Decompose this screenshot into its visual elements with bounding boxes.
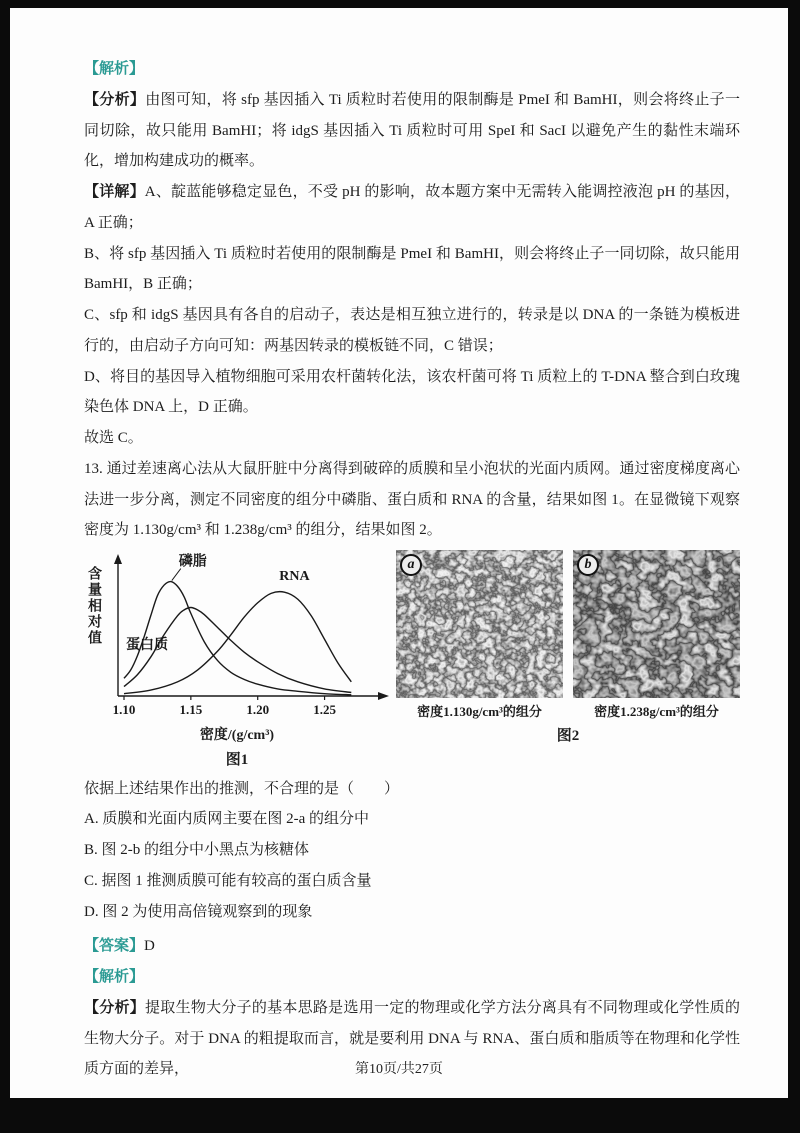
option-a-text: A. 质膜和光面内质网主要在图 2-a 的组分中	[84, 811, 369, 828]
page-content	[10, 8, 788, 1085]
micrograph-panel-b	[573, 550, 740, 698]
answer-line	[84, 931, 740, 962]
detail-paragraph-a	[84, 177, 740, 239]
svg-text:1.10: 1.10	[112, 702, 136, 717]
document-page	[10, 8, 788, 1098]
panel-b-caption: 密度1.238g/cm³的组分	[594, 704, 719, 719]
option-a	[84, 804, 740, 835]
answer-value: D	[144, 938, 155, 955]
question-13-prompt	[84, 774, 740, 805]
micrograph-image-b	[573, 550, 740, 698]
fenxi-tag-2: 【分析】	[84, 999, 146, 1016]
detail-c-text: C、sfp 和 idgS 基因具有各自的启动子，表达是相互独立进行的，转录是以 DNA 的一条链为模板进行的，由启动子方向可知：两基因转录的模板链不同，C 错误；	[84, 307, 740, 354]
option-d	[84, 897, 740, 928]
svg-text:1.25: 1.25	[313, 702, 336, 717]
answer-tag: 【答案】	[84, 938, 145, 955]
figure-row	[84, 550, 740, 772]
question-13-stem	[84, 454, 740, 546]
option-b	[84, 835, 740, 866]
conclusion-line	[84, 423, 740, 454]
detail-paragraph-c	[84, 300, 740, 362]
svg-text:1.15: 1.15	[179, 702, 203, 717]
micrograph-image-a	[396, 550, 563, 698]
conclusion-text: 故选 C。	[84, 430, 143, 446]
fenxi-tag: 【分析】	[84, 91, 146, 108]
analysis-tag-2: 【解析】	[84, 969, 145, 986]
option-c	[84, 866, 740, 897]
svg-text:磷脂: 磷脂	[178, 554, 207, 570]
fenxi-text: 由图可知，将 sfp 基因插入 Ti 质粒时若使用的限制酶是 PmeI 和 BamHI，则会将终止子一同切除，故只能用 BamHI；将 idgS 基因插入 Ti 质粒时可用 SpeI 和 SacI 以避免产生的黏性末端环化，增加构建成功的概率。	[84, 91, 740, 170]
analysis-header-1	[84, 54, 740, 85]
panel-a-letter-badge	[400, 554, 422, 576]
panel-a-letter: a	[407, 557, 415, 572]
detail-b-text: B、将 sfp 基因插入 Ti 质粒时若使用的限制酶是 PmeI 和 BamHI，则会将终止子一同切除，故只能用 BamHI，B 正确；	[84, 245, 740, 293]
micrograph-panel-a	[396, 550, 563, 698]
detail-paragraph-b	[84, 239, 740, 301]
panel-a-caption: 密度1.130g/cm³的组分	[417, 704, 542, 719]
svg-text:RNA: RNA	[279, 569, 310, 585]
svg-text:1.20: 1.20	[246, 702, 270, 717]
detail-d-text: D、将目的基因导入植物细胞可采用农杆菌转化法，该农杆菌可将 Ti 质粒上的 T-DNA 整合到白玫瑰染色体 DNA 上，D 正确。	[84, 368, 740, 416]
fenxi-text-2: 提取生物大分子的基本思路是选用一定的物理或化学方法分离具有不同物理或化学性质的生物大分子。对于 DNA 的粗提取而言，就是要利用 DNA 与 RNA、蛋白质和脂质等在物理和化学性质方面的差异，	[84, 999, 740, 1078]
analysis-tag: 【解析】	[84, 61, 145, 77]
option-d-text: D. 图 2 为使用高倍镜观察到的现象	[84, 903, 313, 920]
page-number-indicator: 第10页/共27页	[355, 1062, 443, 1077]
chart-x-axis-label: 密度/(g/cm³)	[199, 728, 275, 743]
analysis-header-2	[84, 962, 740, 993]
micrograph-panels	[396, 550, 740, 698]
xiangjie-tag: 【详解】	[84, 184, 145, 200]
option-c-text: C. 据图 1 推测质膜可能有较高的蛋白质含量	[84, 872, 372, 889]
panel-b-letter: b	[584, 557, 592, 572]
micrograph-captions	[396, 702, 740, 722]
svg-text:蛋白质: 蛋白质	[126, 637, 168, 653]
figure1-plot	[84, 550, 390, 728]
question-13-prompt-text: 依据上述结果作出的推测，不合理的是（ ）	[84, 780, 400, 797]
figure1-chart	[84, 550, 390, 772]
panel-b-letter-badge	[577, 554, 599, 576]
figure2	[396, 550, 740, 748]
question-13-text: 13. 通过差速离心法从大鼠肝脏中分离得到破碎的质膜和呈小泡状的光面内质网。通过密度梯度离心法进一步分离，测定不同密度的组分中磷脂、蛋白质和 RNA 的含量，结果如图 1。在显微镜下观察密度为 1.130g/cm³ 和 1.238g/cm³ 的组分，结果如图 2。	[84, 460, 740, 539]
detail-paragraph-d	[84, 362, 740, 424]
analysis-paragraph-1	[84, 85, 740, 177]
detail-a-text: A、靛蓝能够稳定显色，不受 pH 的影响，故本题方案中无需转入能调控液泡 pH 的基因，A 正确；	[84, 184, 740, 231]
figure1-caption: 图1	[225, 751, 249, 768]
option-b-text: B. 图 2-b 的组分中小黑点为核糖体	[84, 842, 310, 859]
chart-y-axis-label: 含量相对值	[86, 566, 101, 646]
figure2-caption: 图2	[556, 727, 580, 744]
